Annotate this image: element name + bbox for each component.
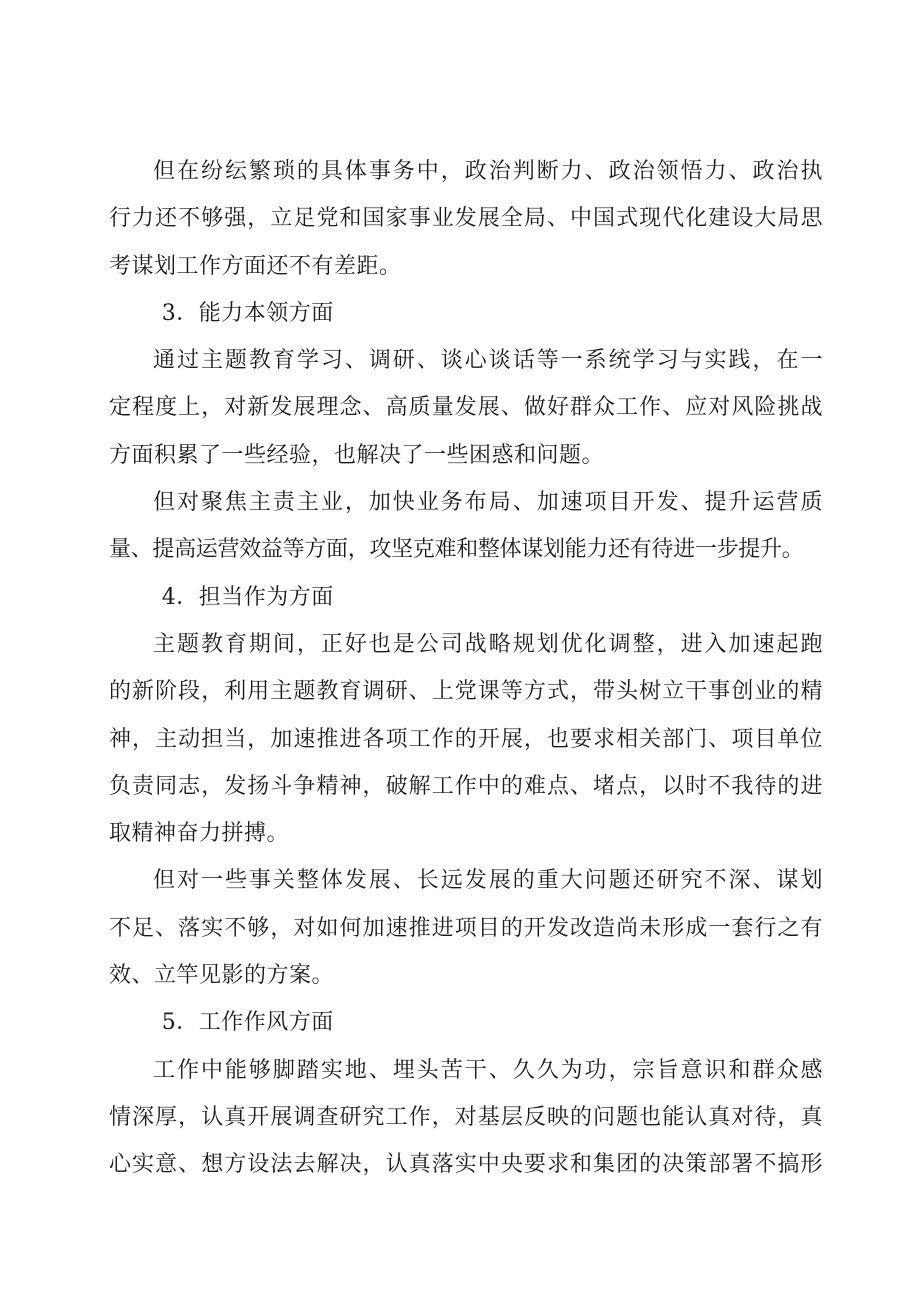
text-line: 情深厚，认真开展调查研究工作，对基层反映的问题也能认真对待，真 xyxy=(109,1104,823,1130)
paragraph-responsibility-shortcomings xyxy=(109,857,823,999)
text-line: 效、立竿见影的方案。 xyxy=(109,963,335,989)
text-line: 但对一些事关整体发展、长远发展的重大问题还研究不深、谋划 xyxy=(153,868,823,894)
text-line: 考谋划工作方面还不有差距。 xyxy=(109,253,402,279)
text-line: 通过主题教育学习、调研、谈心谈话等一系统学习与实践，在一 xyxy=(153,348,823,374)
paragraph-work-style xyxy=(109,1047,823,1189)
text-line: 量、提高运营效益等方面，攻坚克难和整体谋划能力还有待进一步提升。 xyxy=(109,537,804,563)
paragraph-political-capacity xyxy=(109,148,823,290)
text-line: 工作中能够脚踏实地、埋头苦干、久久为功，宗旨意识和群众感 xyxy=(153,1057,823,1083)
text-line: 但对聚焦主责主业，加快业务布局、加速项目开发、提升运营质 xyxy=(153,490,823,516)
text-line: 负责同志，发扬斗争精神，破解工作中的难点、堵点，以时不我待的进 xyxy=(109,773,823,799)
paragraph-responsibility-actions xyxy=(109,621,823,857)
text-line: 方面积累了一些经验，也解决了一些困惑和问题。 xyxy=(109,442,605,468)
text-line: 神，主动担当，加速推进各项工作的开展，也要求相关部门、项目单位 xyxy=(109,726,823,752)
text-line: 但在纷纭繁琐的具体事务中，政治判断力、政治领悟力、政治执 xyxy=(153,159,823,184)
text-line: 的新阶段，利用主题教育调研、上党课等方式，带头树立干事创业的精 xyxy=(109,679,823,705)
document-page xyxy=(109,148,823,1189)
section-heading-ability: 3．能力本领方面 xyxy=(161,300,334,326)
section-heading-work-style: 5．工作作风方面 xyxy=(161,1010,334,1036)
text-line: 不足、落实不够，对如何加速推进项目的开发改造尚未形成一套行之有 xyxy=(109,915,823,941)
paragraph-ability-shortcomings xyxy=(109,479,823,574)
paragraph-ability-learning xyxy=(109,337,823,479)
text-line: 取精神奋力拼搏。 xyxy=(109,821,290,847)
text-line: 定程度上，对新发展理念、高质量发展、做好群众工作、应对风险挑战 xyxy=(109,395,823,421)
text-line: 心实意、想方设法去解决，认真落实中央要求和集团的决策部署不搞形 xyxy=(109,1152,823,1178)
text-line: 主题教育期间，正好也是公司战略规划优化调整，进入加速起跑 xyxy=(153,631,823,657)
section-heading-responsibility: 4．担当作为方面 xyxy=(161,584,334,610)
text-line: 行力还不够强，立足党和国家事业发展全局、中国式现代化建设大局思 xyxy=(109,206,823,232)
